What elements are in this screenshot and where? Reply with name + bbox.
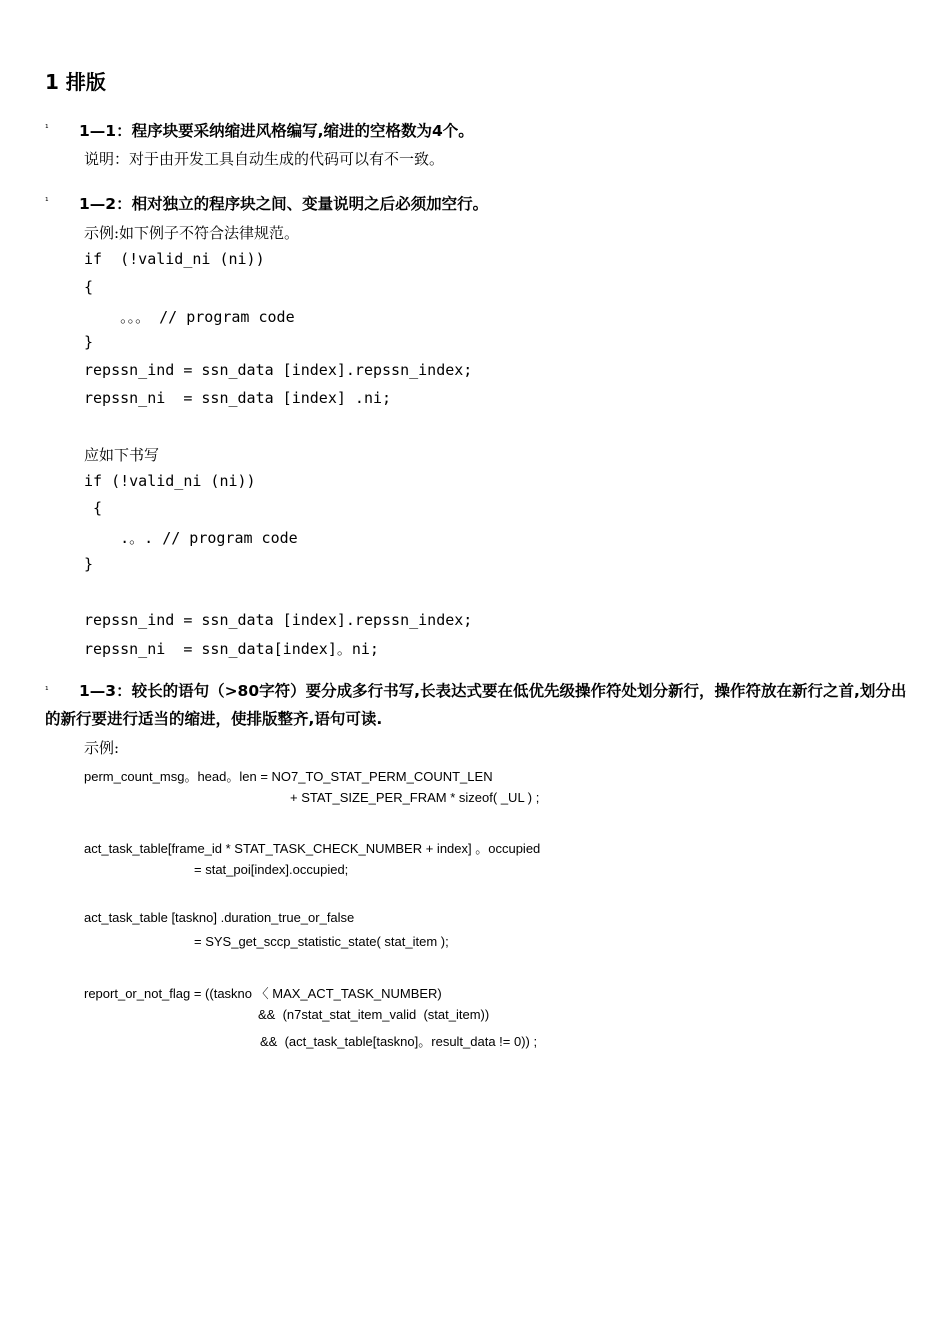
- code-line: if (!valid_ni (ni)): [84, 472, 256, 490]
- rule-1-3-example-label: 示例:: [84, 739, 120, 757]
- code-line: {: [84, 499, 103, 517]
- rule-1-2-good-label: 应如下书写: [84, 446, 160, 464]
- code-line: = SYS_get_sccp_statistic_state( stat_item );: [194, 934, 449, 949]
- code-line: repssn_ni = ssn_data[index]。ni;: [84, 640, 379, 658]
- code-line: {: [84, 278, 94, 296]
- code-line: if (!valid_ni (ni)): [84, 250, 265, 268]
- bullet-marker: ¹: [45, 686, 49, 696]
- code-line: repssn_ind = ssn_data [index].repssn_index;: [84, 361, 473, 379]
- code-line: .。. // program code: [84, 529, 298, 547]
- rule-1-1: 1—1：程序块要采纳缩进风格编写,缩进的空格数为4个。: [79, 122, 474, 140]
- page-heading: 1 排版: [45, 70, 106, 94]
- code-line: && (act_task_table[taskno]。result_data != 0)) ;: [260, 1034, 538, 1049]
- code-line: report_or_not_flag = ((taskno 〈 MAX_ACT_TASK_NUMBER): [84, 986, 442, 1001]
- code-line: 。。。 // program code: [84, 308, 295, 326]
- code-line: repssn_ind = ssn_data [index].repssn_index;: [84, 611, 473, 629]
- code-line: + STAT_SIZE_PER_FRAM * sizeof( _UL ) ;: [290, 790, 540, 805]
- code-line: && (n7stat_stat_item_valid (stat_item)): [258, 1007, 490, 1022]
- code-line: = stat_poi[index].occupied;: [194, 862, 349, 877]
- bullet-marker: ¹: [45, 197, 49, 207]
- code-line: repssn_ni = ssn_data [index] .ni;: [84, 389, 392, 407]
- code-line: }: [84, 333, 94, 351]
- rule-1-1-note: 说明：对于由开发工具自动生成的代码可以有不一致。: [84, 150, 445, 168]
- code-line: perm_count_msg。head。len = NO7_TO_STAT_PERM_COUNT_LEN: [84, 769, 493, 784]
- rule-1-2-example-label: 示例:如下例子不符合法律规范。: [84, 224, 300, 242]
- rule-1-3: 1—3：较长的语句（>80字符）要分成多行书写,长表达式要在低优先级操作符处划分新行，操作符放在新行之首,划分出的新行要进行适当的缩进，使排版整齐,语句可读.: [45, 682, 907, 728]
- code-line: act_task_table [taskno] .duration_true_or_false: [84, 910, 355, 925]
- rule-1-2: 1—2：相对独立的程序块之间、变量说明之后必须加空行。: [79, 195, 489, 213]
- bullet-marker: ¹: [45, 124, 49, 134]
- code-line: act_task_table[frame_id * STAT_TASK_CHECK_NUMBER + index] 。occupied: [84, 841, 541, 856]
- code-line: }: [84, 555, 94, 573]
